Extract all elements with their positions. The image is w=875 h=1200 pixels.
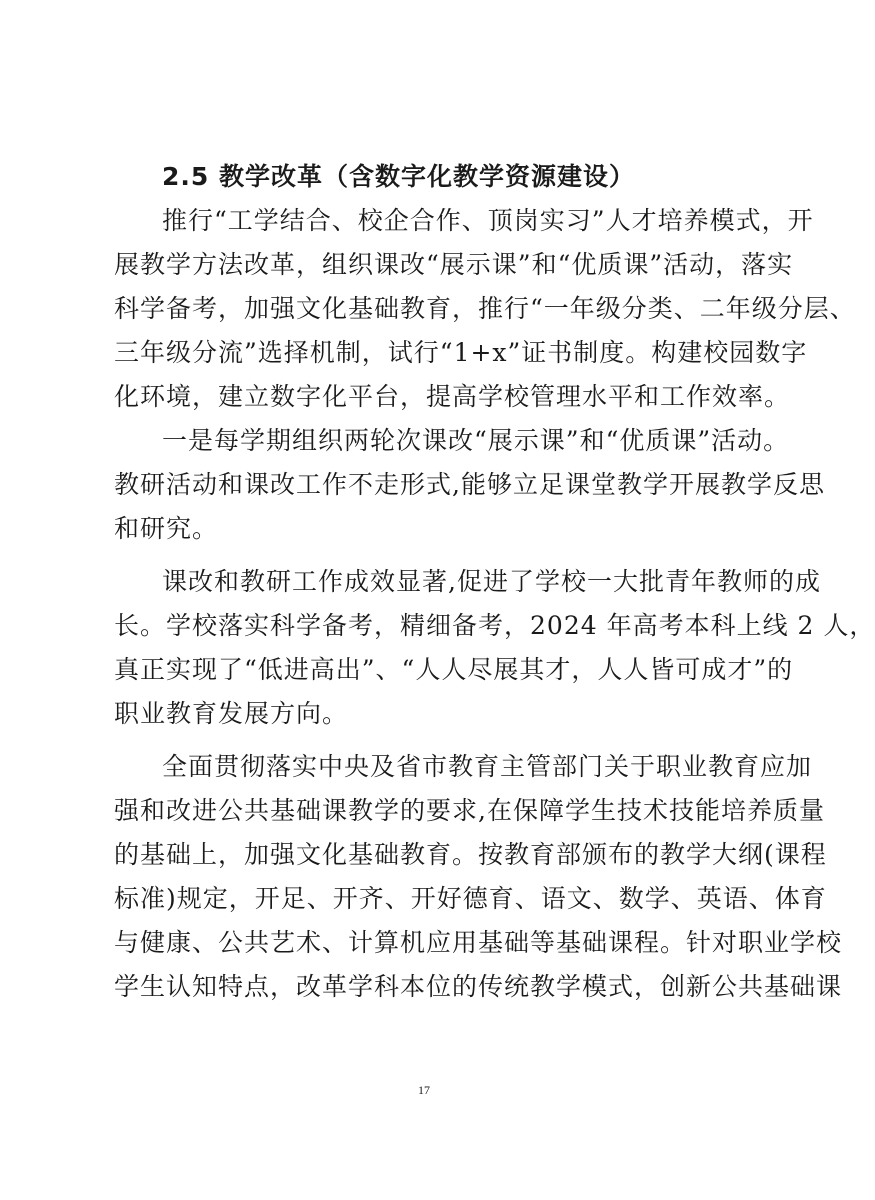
paragraph-4-line-2: 强和改进公共基础课教学的要求,在保障学生技术技能培养质量 (114, 796, 825, 825)
paragraph-4-line-1: 全面贯彻落实中央及省市教育主管部门关于职业教育应加 (162, 752, 813, 781)
paragraph-1-line-3: 科学备考，加强文化基础教育，推行“一年级分类、二年级分层、 (114, 294, 856, 323)
section-heading: 2.5 教学改革（含数字化教学资源建设） (162, 162, 635, 191)
paragraph-1-line-1: 推行“工学结合、校企合作、顶岗实习”人才培养模式，开 (162, 206, 814, 235)
paragraph-3-line-2: 长。学校落实科学备考，精细备考，2024 年高考本科上线 2 人， (114, 611, 875, 640)
paragraph-1-line-2: 展教学方法改革，组织课改“展示课”和“优质课”活动，落实 (114, 250, 794, 279)
paragraph-1-line-4: 三年级分流”选择机制，试行“1+x”证书制度。构建校园数字 (114, 338, 808, 367)
paragraph-3-line-1: 课改和教研工作成效显著,促进了学校一大批青年教师的成 (162, 567, 821, 596)
paragraph-2-line-2: 教研活动和课改工作不走形式,能够立足课堂教学开展教学反思 (114, 470, 825, 499)
paragraph-4-line-4: 标准)规定，开足、开齐、开好德育、语文、数学、英语、体育 (114, 884, 827, 913)
paragraph-4-line-5: 与健康、公共艺术、计算机应用基础等基础课程。针对职业学校 (114, 928, 843, 957)
paragraph-2-line-1: 一是每学期组织两轮次课改“展示课”和“优质课”活动。 (162, 426, 790, 455)
paragraph-2-line-3: 和研究。 (114, 514, 219, 543)
paragraph-4-line-6: 学生认知特点，改革学科本位的传统教学模式，创新公共基础课 (114, 972, 843, 1001)
page-number: 17 (418, 1083, 430, 1097)
paragraph-1-line-5: 化环境，建立数字化平台，提高学校管理水平和工作效率。 (114, 382, 791, 411)
paragraph-3-line-4: 职业教育发展方向。 (114, 699, 349, 728)
paragraph-4-line-3: 的基础上，加强文化基础教育。按教育部颁布的教学大纲(课程 (114, 840, 827, 869)
paragraph-3-line-3: 真正实现了“低进高出”、“人人尽展其才，人人皆可成才”的 (114, 655, 794, 684)
